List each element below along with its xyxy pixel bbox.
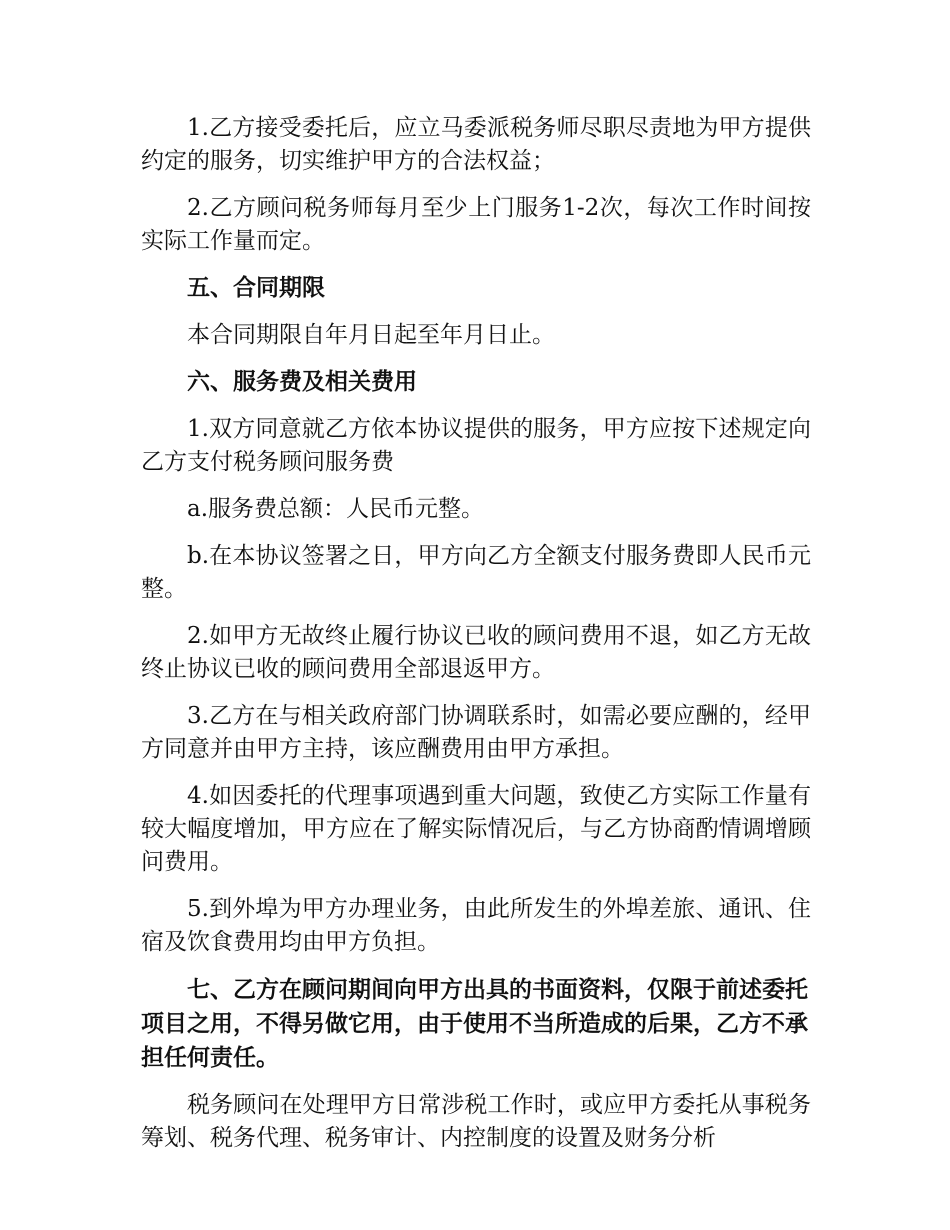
clause-6-5: 5.到外埠为甲方办理业务，由此所发生的外埠差旅、通讯、住宿及饮食费用均由甲方负担。 xyxy=(141,896,811,955)
clause-6-3: 3.乙方在与相关政府部门协调联系时，如需必要应酬的，经甲方同意并由甲方主持，该应酬费用由甲方承担。 xyxy=(141,703,811,762)
tax-advisor-paragraph: 税务顾问在处理甲方日常涉税工作时，或应甲方委托从事税务筹划、税务代理、税务审计、内控制度的设置及财务分析 xyxy=(141,1092,811,1151)
clause-6-1-a: a.服务费总额：人民币元整。 xyxy=(187,496,485,522)
section-heading-written-materials: 七、乙方在顾问期间向甲方出具的书面资料，仅限于前述委托项目之用，不得另做它用，由于使用不当所造成的后果，乙方不承担任何责任。 xyxy=(141,977,808,1071)
document-page xyxy=(141,112,811,1169)
clause-4-1: 1.乙方接受委托后，应立马委派税务师尽职尽责地为甲方提供约定的服务，切实维护甲方的合法权益； xyxy=(141,115,811,174)
section-heading-fees: 六、服务费及相关费用 xyxy=(187,369,417,395)
section-heading-term: 五、合同期限 xyxy=(187,275,325,301)
clause-6-1-b: b.在本协议签署之日，甲方向乙方全额支付服务费即人民币元整。 xyxy=(141,543,811,602)
clause-4-2: 2.乙方顾问税务师每月至少上门服务1-2次，每次工作时间按实际工作量而定。 xyxy=(141,195,811,254)
clause-6-4: 4.如因委托的代理事项遇到重大问题，致使乙方实际工作量有较大幅度增加，甲方应在了解实际情况后，与乙方协商酌情调增顾问费用。 xyxy=(141,783,811,875)
clause-6-2: 2.如甲方无故终止履行协议已收的顾问费用不退，如乙方无故终止协议已收的顾问费用全部退返甲方。 xyxy=(141,623,811,682)
contract-term-text: 本合同期限自年月日起至年月日止。 xyxy=(187,322,555,348)
clause-6-1: 1.双方同意就乙方依本协议提供的服务，甲方应按下述规定向乙方支付税务顾问服务费 xyxy=(141,416,811,475)
